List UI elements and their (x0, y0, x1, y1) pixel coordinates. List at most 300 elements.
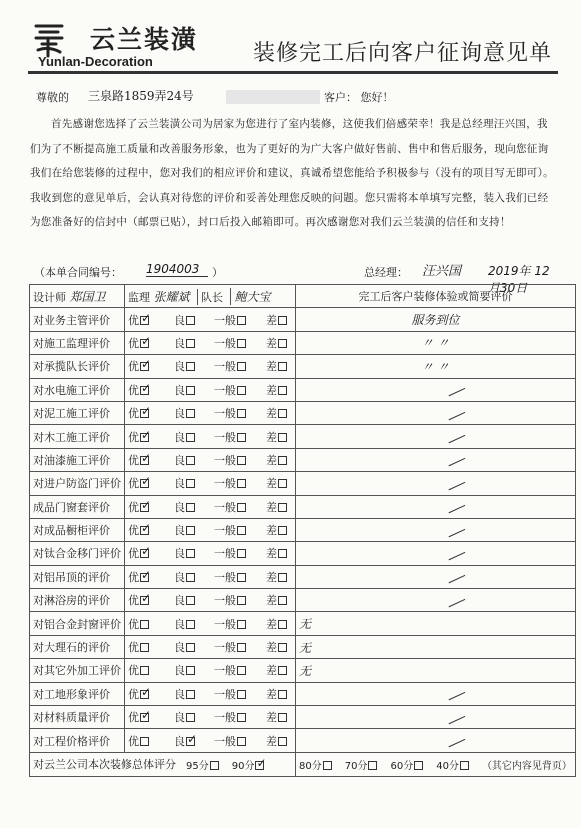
rating-option-fair[interactable] (174, 335, 214, 351)
rating-option-label: 一般 (214, 524, 236, 538)
rating-option-good[interactable] (128, 382, 174, 398)
checkbox[interactable] (140, 643, 149, 652)
rating-option-label: 良 (174, 336, 185, 350)
checkbox[interactable] (186, 316, 195, 325)
checkbox[interactable] (237, 526, 246, 535)
rating-option-ok[interactable] (214, 405, 266, 421)
table-row (30, 448, 576, 471)
rating-option-ok[interactable] (214, 639, 266, 655)
rating-option-ok[interactable] (214, 709, 266, 725)
checkbox[interactable] (140, 503, 149, 512)
letter-body (30, 86, 555, 235)
rating-option-fair[interactable] (174, 382, 214, 398)
rating-option-bad[interactable] (266, 662, 292, 678)
checkbox[interactable] (186, 690, 195, 699)
checkbox[interactable] (237, 433, 246, 442)
tick-mark-icon (445, 707, 466, 724)
checkbox[interactable] (140, 573, 149, 582)
rating-option-label: 良 (174, 664, 185, 678)
rating-option-label: 优 (128, 453, 139, 467)
rating-options (125, 635, 296, 658)
rating-option-fair[interactable] (174, 499, 214, 515)
comment-cell[interactable] (296, 472, 576, 495)
rating-option-ok[interactable] (214, 499, 266, 515)
checkbox[interactable] (186, 737, 195, 746)
checkbox[interactable] (186, 339, 195, 348)
rating-option-bad[interactable] (266, 499, 292, 515)
checkbox[interactable] (140, 409, 149, 418)
row-label: 对业务主管评价 (30, 308, 125, 331)
rating-option-ok[interactable] (214, 335, 266, 351)
table-row (30, 589, 576, 612)
rating-option-label: 一般 (214, 711, 236, 725)
rating-option-good[interactable] (128, 358, 174, 374)
rating-option-bad[interactable] (266, 452, 292, 468)
rating-option-label: 差 (266, 336, 277, 350)
checkbox[interactable] (237, 316, 246, 325)
rating-options (125, 682, 296, 705)
rating-option-label: 良 (174, 687, 185, 701)
rating-options (125, 472, 296, 495)
rating-option-bad[interactable] (266, 475, 292, 491)
checkbox[interactable] (237, 643, 246, 652)
checkbox[interactable] (237, 456, 246, 465)
checkbox[interactable] (186, 549, 195, 558)
row-label: 对淋浴房的评价 (30, 589, 125, 612)
comment-cell[interactable] (296, 401, 576, 424)
rating-option-bad[interactable] (266, 405, 292, 421)
checkbox[interactable] (186, 596, 195, 605)
rating-option-label: 差 (266, 547, 277, 561)
rating-option-bad[interactable] (266, 616, 292, 632)
comment-cell[interactable] (296, 682, 576, 705)
general-manager-signature: 汪兴国 (422, 264, 462, 279)
designer-cell (30, 285, 125, 308)
rating-option-ok[interactable] (214, 382, 266, 398)
tick-mark-icon (445, 590, 466, 607)
rating-option-bad[interactable] (266, 545, 292, 561)
rating-option-good[interactable] (128, 592, 174, 608)
rating-option-label: 一般 (214, 687, 236, 701)
row-label: 对大理石的评价 (30, 635, 125, 658)
rating-option-label: 优 (128, 477, 139, 491)
score-option[interactable] (390, 757, 423, 772)
table-row (30, 425, 576, 448)
rating-option-label: 良 (174, 641, 185, 655)
comment-cell[interactable] (296, 355, 576, 378)
rating-option-good[interactable] (128, 429, 174, 445)
checkbox[interactable] (237, 549, 246, 558)
table-row (30, 682, 576, 705)
letter-paragraph: 首先感谢您选择了云兰装潢公司为居家为您进行了室内装修，这使我们倍感荣幸！我是总经理汪兴国，我们为了不断提高施工质量和改善服务形象，也为了更好的为广大客户做好售前、售中和售后服务，现向您征询我们在给您装修的过程中，您对我们的相应评价和建议，真诚希望您能给予积极参与（没有的项目写无即可）。我收到您的意见单后，会认真对待您的评价和妥善处理您反映的问题。您只需将本单填写完整，装入我们已经为您准备好的信封中（邮票已贴），封口后投入邮箱即可。再次感谢您对我们云兰装潢的信任和支持！ (30, 118, 554, 228)
rating-option-label: 良 (174, 407, 185, 421)
rating-option-label: 差 (266, 383, 277, 397)
rating-option-ok[interactable] (214, 429, 266, 445)
rating-option-label: 差 (266, 711, 277, 725)
rating-option-label: 差 (266, 524, 277, 538)
checkbox[interactable] (186, 526, 195, 535)
checkbox[interactable] (460, 761, 469, 770)
comment-cell[interactable] (296, 425, 576, 448)
checkbox[interactable] (140, 456, 149, 465)
checkbox[interactable] (140, 526, 149, 535)
score-option[interactable] (186, 757, 219, 772)
checkbox[interactable] (414, 761, 423, 770)
rating-options (125, 331, 296, 354)
rating-option-ok[interactable] (214, 452, 266, 468)
checkbox[interactable] (186, 620, 195, 629)
rating-option-ok[interactable] (214, 475, 266, 491)
checkbox[interactable] (186, 643, 195, 652)
rating-option-ok[interactable] (214, 686, 266, 702)
comment-cell[interactable] (296, 635, 576, 658)
rating-option-label: 一般 (214, 734, 236, 748)
checkbox[interactable] (237, 386, 246, 395)
score-option-label: 60分 (390, 760, 414, 772)
rating-option-fair[interactable] (174, 358, 214, 374)
rating-option-label: 一般 (214, 430, 236, 444)
rating-option-fair[interactable] (174, 569, 214, 585)
checkbox[interactable] (140, 316, 149, 325)
rating-option-label: 优 (128, 617, 139, 631)
checkbox[interactable] (186, 666, 195, 675)
rating-option-fair[interactable] (174, 452, 214, 468)
comment-cell[interactable] (296, 565, 576, 588)
comment-cell[interactable] (296, 612, 576, 635)
tick-mark-icon (445, 497, 466, 514)
rating-option-fair[interactable] (174, 592, 214, 608)
rating-options (125, 401, 296, 424)
checkbox[interactable] (140, 549, 149, 558)
right-header: 完工后客户装修体验或简要评价 (296, 285, 576, 308)
comment-cell[interactable] (296, 448, 576, 471)
checkbox[interactable] (140, 362, 149, 371)
checkbox[interactable] (255, 761, 264, 770)
comment-cell[interactable] (296, 518, 576, 541)
rating-option-ok[interactable] (214, 312, 266, 328)
checkbox[interactable] (140, 737, 149, 746)
rating-option-label: 优 (128, 383, 139, 397)
rating-option-label: 一般 (214, 336, 236, 350)
rating-option-label: 良 (174, 383, 185, 397)
rating-option-bad[interactable] (266, 709, 292, 725)
rating-options (125, 308, 296, 331)
rating-option-label: 差 (266, 734, 277, 748)
row-label: 对承揽队长评价 (30, 355, 125, 378)
checkbox[interactable] (237, 596, 246, 605)
tick-mark-icon (445, 544, 466, 561)
checkbox[interactable] (237, 690, 246, 699)
score-option[interactable] (436, 757, 469, 772)
rating-option-good[interactable] (128, 686, 174, 702)
table-row (30, 378, 576, 401)
rating-options (125, 355, 296, 378)
handwritten-comment: 无 (299, 640, 312, 655)
rating-option-label: 优 (128, 313, 139, 327)
rating-options (125, 495, 296, 518)
rating-option-fair[interactable] (174, 405, 214, 421)
rating-option-good[interactable] (128, 709, 174, 725)
score-option[interactable] (345, 757, 378, 772)
checkbox[interactable] (278, 620, 287, 629)
comment-cell[interactable] (296, 495, 576, 518)
rating-option-fair[interactable] (174, 522, 214, 538)
rating-option-bad[interactable] (266, 592, 292, 608)
checkbox[interactable] (140, 713, 149, 722)
tick-mark-icon (445, 380, 466, 397)
checkbox[interactable] (186, 713, 195, 722)
comment-cell[interactable] (296, 308, 576, 331)
back-page-note: （其它内容见背页） (481, 760, 572, 772)
designer-label: 设计师 (33, 290, 66, 304)
checkbox[interactable] (237, 362, 246, 371)
checkbox[interactable] (278, 316, 287, 325)
cloud-logo-icon (32, 18, 66, 58)
rating-option-good[interactable] (128, 335, 174, 351)
rating-option-bad[interactable] (266, 312, 292, 328)
form-title: 装修完工后向客户征询意见单 (252, 41, 552, 66)
rating-option-bad[interactable] (266, 358, 292, 374)
table-row (30, 401, 576, 424)
supervisor-leader-cell (125, 285, 296, 308)
rating-option-ok[interactable] (214, 522, 266, 538)
rating-option-label: 良 (174, 711, 185, 725)
overall-score-cell (30, 752, 296, 776)
rating-option-label: 优 (128, 734, 139, 748)
rating-option-fair[interactable] (174, 639, 214, 655)
tick-mark-icon (445, 684, 466, 701)
checkbox[interactable] (140, 596, 149, 605)
rating-options (125, 518, 296, 541)
checkbox[interactable] (186, 409, 195, 418)
row-label: 对泥工施工评价 (30, 401, 125, 424)
checkbox[interactable] (278, 737, 287, 746)
checkbox[interactable] (186, 503, 195, 512)
checkbox[interactable] (237, 339, 246, 348)
comment-cell[interactable] (296, 729, 576, 752)
rating-option-good[interactable] (128, 616, 174, 632)
handwritten-comment: 无 (299, 617, 312, 632)
checkbox[interactable] (278, 433, 287, 442)
row-label: 对水电施工评价 (30, 378, 125, 401)
rating-option-good[interactable] (128, 569, 174, 585)
row-label: 对工程价格评价 (30, 729, 125, 752)
checkbox[interactable] (237, 503, 246, 512)
checkbox[interactable] (186, 433, 195, 442)
rating-option-fair[interactable] (174, 475, 214, 491)
checkbox[interactable] (237, 713, 246, 722)
checkbox[interactable] (186, 479, 195, 488)
checkbox[interactable] (278, 362, 287, 371)
rating-option-label: 优 (128, 430, 139, 444)
redacted-area (226, 90, 320, 104)
rating-option-good[interactable] (128, 452, 174, 468)
comment-cell[interactable] (296, 542, 576, 565)
row-label: 对其它外加工评价 (30, 659, 125, 682)
rating-option-good[interactable] (128, 733, 174, 749)
rating-option-label: 优 (128, 687, 139, 701)
rating-option-fair[interactable] (174, 312, 214, 328)
rating-option-label: 一般 (214, 570, 236, 584)
rating-option-label: 优 (128, 570, 139, 584)
score-option[interactable] (299, 757, 332, 772)
checkbox[interactable] (237, 573, 246, 582)
rating-option-label: 优 (128, 336, 139, 350)
checkbox[interactable] (278, 456, 287, 465)
table-row (30, 565, 576, 588)
row-label: 对铝合金封窗评价 (30, 612, 125, 635)
checkbox[interactable] (186, 456, 195, 465)
checkbox[interactable] (278, 503, 287, 512)
rating-option-good[interactable] (128, 499, 174, 515)
row-label: 对钛合金移门评价 (30, 542, 125, 565)
checkbox[interactable] (278, 479, 287, 488)
checkbox[interactable] (237, 479, 246, 488)
checkbox[interactable] (278, 690, 287, 699)
comment-cell[interactable] (296, 331, 576, 354)
rating-option-fair[interactable] (174, 709, 214, 725)
rating-option-good[interactable] (128, 545, 174, 561)
rating-option-good[interactable] (128, 522, 174, 538)
rating-option-label: 良 (174, 477, 185, 491)
checkbox[interactable] (368, 761, 377, 770)
rating-option-fair[interactable] (174, 429, 214, 445)
tick-mark-icon (445, 567, 466, 584)
rating-option-label: 良 (174, 570, 185, 584)
overall-score-row (30, 752, 576, 776)
rating-option-bad[interactable] (266, 335, 292, 351)
checkbox[interactable] (140, 620, 149, 629)
table-row (30, 331, 576, 354)
rating-options (125, 589, 296, 612)
rating-option-bad[interactable] (266, 733, 292, 749)
checkbox[interactable] (140, 479, 149, 488)
table-row (30, 635, 576, 658)
handwritten-comment: 服务到位 (411, 313, 460, 328)
score-option[interactable] (232, 757, 265, 772)
contract-line (30, 262, 555, 295)
rating-option-good[interactable] (128, 475, 174, 491)
rating-option-good[interactable] (128, 639, 174, 655)
rating-option-fair[interactable] (174, 733, 214, 749)
checkbox[interactable] (278, 409, 287, 418)
rating-option-fair[interactable] (174, 545, 214, 561)
rating-option-bad[interactable] (266, 569, 292, 585)
checkbox[interactable] (186, 386, 195, 395)
checkbox[interactable] (278, 643, 287, 652)
checkbox[interactable] (237, 620, 246, 629)
rating-option-label: 差 (266, 430, 277, 444)
rating-option-label: 一般 (214, 407, 236, 421)
checkbox[interactable] (278, 386, 287, 395)
comment-cell[interactable] (296, 589, 576, 612)
comment-cell[interactable] (296, 706, 576, 729)
rating-option-label: 良 (174, 594, 185, 608)
rating-option-label: 差 (266, 407, 277, 421)
rating-option-bad[interactable] (266, 429, 292, 445)
checkbox[interactable] (278, 596, 287, 605)
tick-mark-icon (445, 403, 466, 420)
rating-option-ok[interactable] (214, 592, 266, 608)
rating-option-ok[interactable] (214, 358, 266, 374)
score-option-label: 40分 (436, 760, 459, 772)
row-label: 成品门窗套评价 (30, 495, 125, 518)
checkbox[interactable] (278, 573, 287, 582)
checkbox[interactable] (237, 666, 246, 675)
table-row (30, 472, 576, 495)
rating-option-ok[interactable] (214, 733, 266, 749)
handwritten-comment: 无 (299, 663, 312, 678)
leader-name: 鲍大宝 (230, 288, 271, 305)
checkbox[interactable] (278, 549, 287, 558)
checkbox[interactable] (237, 737, 246, 746)
rating-options (125, 659, 296, 682)
rating-option-bad[interactable] (266, 686, 292, 702)
rating-option-bad[interactable] (266, 382, 292, 398)
checkbox[interactable] (210, 761, 219, 770)
rating-option-good[interactable] (128, 405, 174, 421)
table-row (30, 612, 576, 635)
rating-option-label: 优 (128, 594, 139, 608)
row-label: 对进户防盗门评价 (30, 472, 125, 495)
checkbox[interactable] (278, 666, 287, 675)
general-manager-label: 总经理： (364, 266, 408, 279)
rating-option-label: 差 (266, 594, 277, 608)
checkbox[interactable] (237, 409, 246, 418)
checkbox[interactable] (186, 573, 195, 582)
rating-option-ok[interactable] (214, 545, 266, 561)
rating-option-ok[interactable] (214, 569, 266, 585)
rating-option-label: 良 (174, 524, 185, 538)
row-label: 对材料质量评价 (30, 706, 125, 729)
tick-mark-icon (445, 520, 466, 537)
brand-name: 云兰装潢 (90, 25, 199, 54)
checkbox[interactable] (323, 761, 332, 770)
checkbox[interactable] (278, 339, 287, 348)
rating-option-label: 一般 (214, 664, 236, 678)
rating-option-good[interactable] (128, 662, 174, 678)
rating-option-label: 良 (174, 313, 185, 327)
checkbox[interactable] (140, 666, 149, 675)
rating-option-label: 优 (128, 711, 139, 725)
checkbox[interactable] (278, 526, 287, 535)
rating-option-ok[interactable] (214, 662, 266, 678)
rating-option-fair[interactable] (174, 662, 214, 678)
customer-address: 三泉路1859弄24号 (88, 89, 194, 103)
rating-option-fair[interactable] (174, 616, 214, 632)
table-row (30, 308, 576, 331)
checkbox[interactable] (140, 339, 149, 348)
row-label: 对施工监理评价 (30, 331, 125, 354)
checkbox[interactable] (140, 433, 149, 442)
checkbox[interactable] (140, 386, 149, 395)
rating-option-label: 优 (128, 547, 139, 561)
checkbox[interactable] (186, 362, 195, 371)
tick-mark-icon (445, 473, 466, 490)
comment-cell[interactable] (296, 659, 576, 682)
checkbox[interactable] (140, 690, 149, 699)
checkbox[interactable] (278, 713, 287, 722)
rating-option-bad[interactable] (266, 522, 292, 538)
score-option-label: 95分 (186, 760, 209, 772)
rating-option-label: 差 (266, 313, 277, 327)
rating-option-bad[interactable] (266, 639, 292, 655)
rating-option-good[interactable] (128, 312, 174, 328)
rating-option-ok[interactable] (214, 616, 266, 632)
rating-option-label: 差 (266, 570, 277, 584)
rating-option-fair[interactable] (174, 686, 214, 702)
comment-cell[interactable] (296, 378, 576, 401)
